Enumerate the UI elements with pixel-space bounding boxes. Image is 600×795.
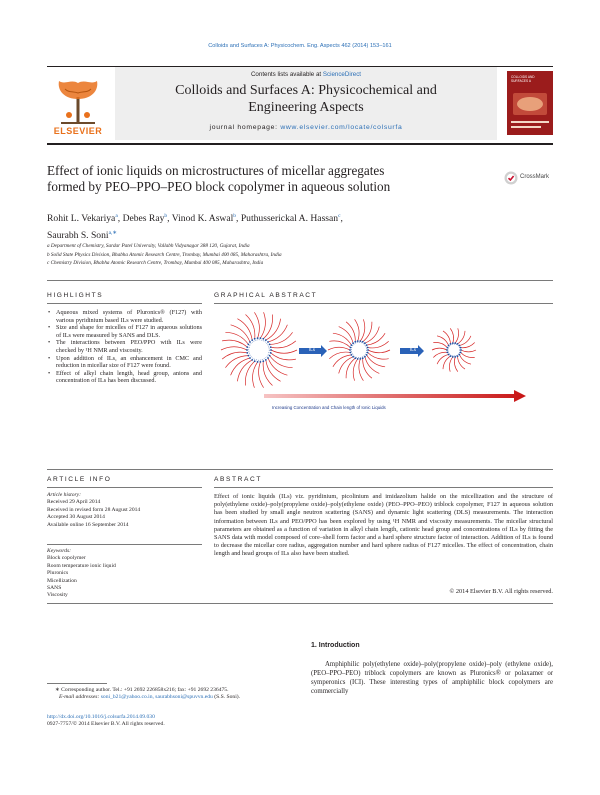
corresponding-author-note: ∗ Corresponding author. Tel.: +91 2692 226858x216; fax: +91 2692 236475. bbox=[55, 687, 229, 693]
sciencedirect-link[interactable]: ScienceDirect bbox=[322, 71, 362, 78]
highlight-item: • Effect of alkyl chain length, head group, anions and concentration of ILs has been discussed. bbox=[56, 370, 202, 385]
ga-bottom-label: Increasing Concentration and Chain length of Ionic Liquids bbox=[272, 405, 386, 410]
keyword: Block copolymer bbox=[47, 555, 86, 562]
masthead-center bbox=[115, 67, 497, 140]
author-name[interactable]: Saurabh S. Soni bbox=[47, 230, 109, 242]
article-history: Article history: Received 29 April 2014 Received in revised form 28 August 2014 Accepted 30 August 2014 Available online 16 September 2014 bbox=[47, 492, 141, 528]
keywords: Keywords: Block copolymer Room temperature ionic liquid Pluronics Micellization SANS Viscosity bbox=[47, 548, 207, 600]
journal-cover-image: COLLOIDS AND SURFACES A bbox=[507, 71, 553, 135]
highlights-heading: HIGHLIGHTS bbox=[47, 292, 104, 299]
elsevier-logo bbox=[47, 69, 109, 139]
author-list: Rohit L. Vekariya$^a$, Debes Ray$^b$, Vinod K. Aswal$^b$, Puthusserickal A. Hassan$^c$, Saurabh S. Soni$^{a,∗}$ bbox=[47, 213, 343, 242]
article-title: Effect of ionic liquids on microstructures of micellar aggregates formed by PEO–PPO–PEO block copolymer in aqueous solution bbox=[47, 163, 391, 194]
graphical-abstract-figure[interactable] bbox=[214, 308, 553, 450]
ils-arrow-label: ILs bbox=[410, 347, 417, 352]
keyword: Room temperature ionic liquid bbox=[47, 562, 116, 569]
micelle bbox=[221, 312, 297, 387]
keyword: Micellization bbox=[47, 577, 77, 584]
graphical-abstract-heading: GRAPHICAL ABSTRACT bbox=[214, 292, 318, 299]
introduction-heading: 1. Introduction bbox=[311, 642, 360, 649]
contents-line: Contents lists available at ScienceDirect bbox=[250, 71, 362, 78]
affiliation: a Department of Chemistry, Sardar Patel University, Vallabh Vidyanagar 388 120, Gujarat, India bbox=[47, 243, 250, 249]
affiliations bbox=[47, 242, 527, 268]
crossmark-icon bbox=[504, 171, 518, 185]
author-name[interactable]: Rohit L. Vekariya bbox=[47, 213, 116, 225]
doi-block bbox=[47, 714, 347, 729]
abstract-text: Effect of ionic liquids (ILs) viz. pyridinium, picolinium and imidazolium halide on the micellization and the structure of poly(ethylene oxide)–poly(propylene oxide)–poly(ethylene oxide) (PEO–PPO–PEO) triblock copolymer, F127 in aqueous solution has been studied by small angle neutron scattering (SANS) and dynamic light scattering (DLS) measurements. The interaction information between ILs and PEO/PPO has been explored by using ¹H NMR and viscosity measurements. The micellar structural parameters are obtained as a function of variation in alkyl chain length, cationic head group and concentrations of ILs by fitting the SANS data with model composed of core–shell form factor and a hard sphere structure factor of interaction. Addition of ILs is found to decrease the micellar core radius, aggregation number and hard sphere radius of F127 micelles. The effect of concentration, chain length and head groups of ILs also have been studied. bbox=[214, 493, 553, 558]
journal-title: Colloids and Surfaces A: Physicochemical and Engineering Aspects bbox=[175, 83, 437, 115]
concentration-arrow bbox=[264, 390, 526, 402]
email-links[interactable]: soni_b21@yahoo.co.in, saurabhsoni@spuvvn.edu bbox=[100, 694, 213, 701]
affiliation: c Chemistry Division, Bhabha Atomic Research Centre, Trombay, Mumbai 400 085, Maharashtra, India bbox=[47, 260, 264, 267]
ils-arrow-label: ILs bbox=[309, 347, 316, 352]
highlight-item: • Aqueous mixed systems of Pluronics® (F127) with various pyridinium based ILs were studied. bbox=[56, 309, 202, 324]
footnotes: ∗ Corresponding author. Tel.: +91 2692 226858x216; fax: +91 2692 236475. E-mail addresses: soni_b21@yahoo.co.in, saurabhsoni@spuvvn.edu (S.S. Soni). bbox=[47, 687, 307, 702]
keyword: Pluronics bbox=[47, 570, 69, 577]
running-header[interactable]: Colloids and Surfaces A: Physicochem. Eng. Aspects 462 (2014) 153–161 bbox=[208, 43, 392, 49]
keyword: SANS bbox=[47, 585, 62, 592]
author-name[interactable]: , Vinod K. Aswal bbox=[167, 213, 234, 225]
copyright-notice: © 2014 Elsevier B.V. All rights reserved. bbox=[449, 588, 553, 595]
abstract-heading: ABSTRACT bbox=[214, 476, 262, 483]
highlight-item: • Upon addition of ILs, an enhancement in CMC and reduction in micellar size of F127 were found. bbox=[56, 355, 202, 370]
keyword: Viscosity bbox=[47, 592, 68, 599]
highlight-item: • The interactions between PEO/PPO with ILs were checked by ¹H NMR and viscosity. bbox=[56, 339, 202, 354]
highlights-list bbox=[47, 309, 202, 385]
journal-homepage: journal homepage: www.elsevier.com/locate/colsurfa bbox=[209, 124, 403, 131]
micelle bbox=[328, 319, 390, 380]
micelle bbox=[432, 328, 476, 371]
author-name[interactable]: , Puthusserickal A. Hassan bbox=[236, 213, 339, 225]
crossmark-button[interactable]: CrossMark bbox=[504, 170, 554, 186]
highlight-item: • Size and shape for micelles of F127 in aqueous solutions of ILs were measured by SANS and DLS. bbox=[56, 324, 202, 339]
affiliation: b Solid State Physics Division, Bhabha Atomic Research Centre, Trombay, Mumbai 400 085, Maharashtra, India bbox=[47, 251, 282, 258]
publisher-name: ELSEVIER bbox=[53, 126, 103, 136]
issn-line: 0927-7757/© 2014 Elsevier B.V. All rights reserved. bbox=[47, 721, 165, 728]
article-info-heading: ARTICLE INFO bbox=[47, 476, 112, 483]
introduction-text: Amphiphilic poly(ethylene oxide)–poly(propylene oxide)–poly (ethylene oxide), (PEO–PPO–PEO) triblock copolymers are known as Pluronics® or polaxamer or symperonics (ICI). These interesting types of amphiphilic block copolymers are commercially bbox=[311, 661, 553, 695]
doi-link[interactable]: http://dx.doi.org/10.1016/j.colsurfa.2014.09.030 bbox=[47, 714, 155, 720]
author-name[interactable]: , Debes Ray bbox=[117, 213, 165, 225]
journal-masthead bbox=[47, 67, 553, 142]
journal-homepage-link[interactable]: www.elsevier.com/locate/colsurfa bbox=[280, 124, 403, 131]
